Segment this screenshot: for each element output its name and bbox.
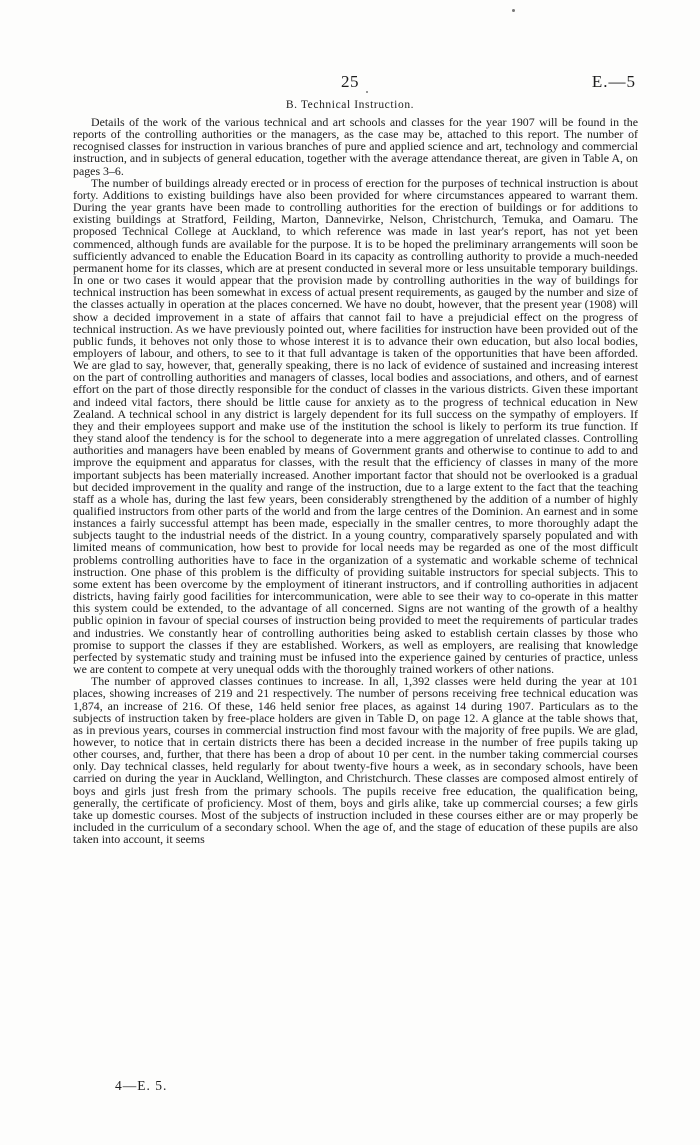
body-text — [73, 116, 638, 845]
page-number: 25 — [341, 72, 359, 91]
paragraph: Details of the work of the various technical and art schools and classes for the year 1907 will be found in the reports of the controlling authorities or the managers, as the case may be, attached to this report. The number of recognised classes for instruction in various branches of pure and applied science and art, technology and commercial instruction, and in subjects of general education, together with the average attendance thereat, are given in Table A, on pages 3–6. — [73, 115, 638, 178]
document-reference: E.—5 — [591, 72, 636, 91]
paragraph: The number of buildings already erected or in process of erection for the purposes of technical instruction is about forty. Additions to existing buildings have also been provided for where circumstances appeared to warrant them. During the year grants have been made to controlling authorities for the erection of buildings or for additions to existing buildings at Stratford, Feilding, Marton, Dannevirke, Nelson, Christchurch, Temuka, and Oamaru. The proposed Technical College at Auckland, to which reference was made in last year's report, has not yet been commenced, although funds are available for the purpose. It is to be hoped the preliminary arrangements will soon be sufficiently advanced to enable the Education Board in its capacity as controlling authority to provide a much-needed permanent home for its classes, which are at present conducted in several more or less unsuitable temporary buildings. In one or two cases it would appear that the provision made by controlling authorities in the way of buildings for technical instruction has been somewhat in excess of actual present requirements, as gauged by the number and size of the classes actually in operation at the places concerned. We have no doubt, however, that the present year (1908) will show a decided improvement in a state of affairs that cannot fail to have a prejudicial effect on the progress of technical instruction. As we have previously pointed out, where facilities for instruction have been provided out of the public funds, it behoves not only those to whose interest it is to advance their own education, but also local bodies, employers of labour, and others, to see to it that full advantage is taken of the opportunities that have been afforded. We are glad to say, however, that, generally speaking, there is no lack of evidence of sustained and increasing interest on the part of controlling authorities and managers of classes, local bodies and associations, and others, and of earnest effort on the part of those directly responsible for the conduct of classes in the various districts. Given these important and indeed vital factors, there should be little cause for anxiety as to the progress of technical education in New Zealand. A technical school in any district is largely dependent for its full success on the sympathy of employers. If they and their employees support and make use of the institution the school is likely to perform its true function. If they stand aloof the tendency is for the school to degenerate into a mere aggregation of unrelated classes. Controlling authorities and managers have been enabled by means of Government grants and otherwise to continue to add to and improve the equipment and apparatus for classes, with the result that the efficiency of classes in many of the more important subjects has been materially increased. Another important factor that should not be overlooked is a gradual but decided improvement in the quality and range of the instruction, due to a large extent to the fact that the teaching staff as a whole has, during the last few years, been considerably strengthened by the addition of a number of highly qualified instructors from other parts of the world and from the large centres of the Dominion. An earnest and in some instances a fairly successful attempt has been made, especially in the smaller centres, to more thoroughly adapt the subjects taught to the industrial needs of the district. In a young country, comparatively sparsely populated and with limited means of communication, how best to provide for local needs may be regarded as one of the most difficult problems controlling authorities have to face in the organization of a systematic and workable scheme of technical instruction. One phase of this problem is the difficulty of providing suitable instructors for special subjects. This to some extent has been overcome by the employment of itinerant instructors, and if controlling authorities in adjacent districts, having fairly good facilities for intercommunication, were able to see their way to co-operate in this matter this system could be extended, to the advantage of all concerned. Signs are not wanting of the growth of a healthy public opinion in favour of special courses of instruction being provided to meet the requirements of particular trades and industries. We constantly hear of controlling authorities being asked to establish certain classes by those who promise to support the classes if they are established. Workers, as well as employers, are realising that knowledge perfected by systematic study and training must be infused into the experience gained by centuries of practice, unless we are content to compete at very unequal odds with the thoroughly trained workers of other nations. — [73, 175, 638, 677]
signature-reference: 4—E. 5. — [115, 1078, 168, 1093]
print-speck — [512, 9, 515, 12]
paragraph: The number of approved classes continues to increase. In all, 1,392 classes were held during the year at 101 places, showing increases of 219 and 21 respectively. The number of persons receiving free technical education was 1,874, an increase of 216. Of these, 146 held senior free places, as against 14 during 1907. Particulars as to the subjects of instruction taken by free-place holders are given in Table D, on page 12. A glance at the table shows that, as in previous years, courses in commercial instruction find most favour with the majority of free pupils. We are glad, however, to notice that in certain districts there has been a decided increase in the number of free pupils taking up other courses, and, further, that there has been a drop of about 10 per cent. in the number taking commercial courses only. Day technical classes, held regularly for about twenty-five hours a week, as in secondary schools, have been carried on during the year in Auckland, Wellington, and Christchurch. These classes are composed almost entirely of boys and girls just fresh from the primary schools. The pupils receive free education, the qualification being, generally, the certificate of proficiency. Most of them, boys and girls alike, take up commercial courses; a few girls take up domestic courses. Most of the subjects of instruction included in these courses either are or may properly be included in the curriculum of a secondary school. When the age of, and the stage of education of these pupils are also taken into account, it seems — [73, 674, 638, 847]
section-heading: B. Technical Instruction. — [285, 99, 415, 111]
